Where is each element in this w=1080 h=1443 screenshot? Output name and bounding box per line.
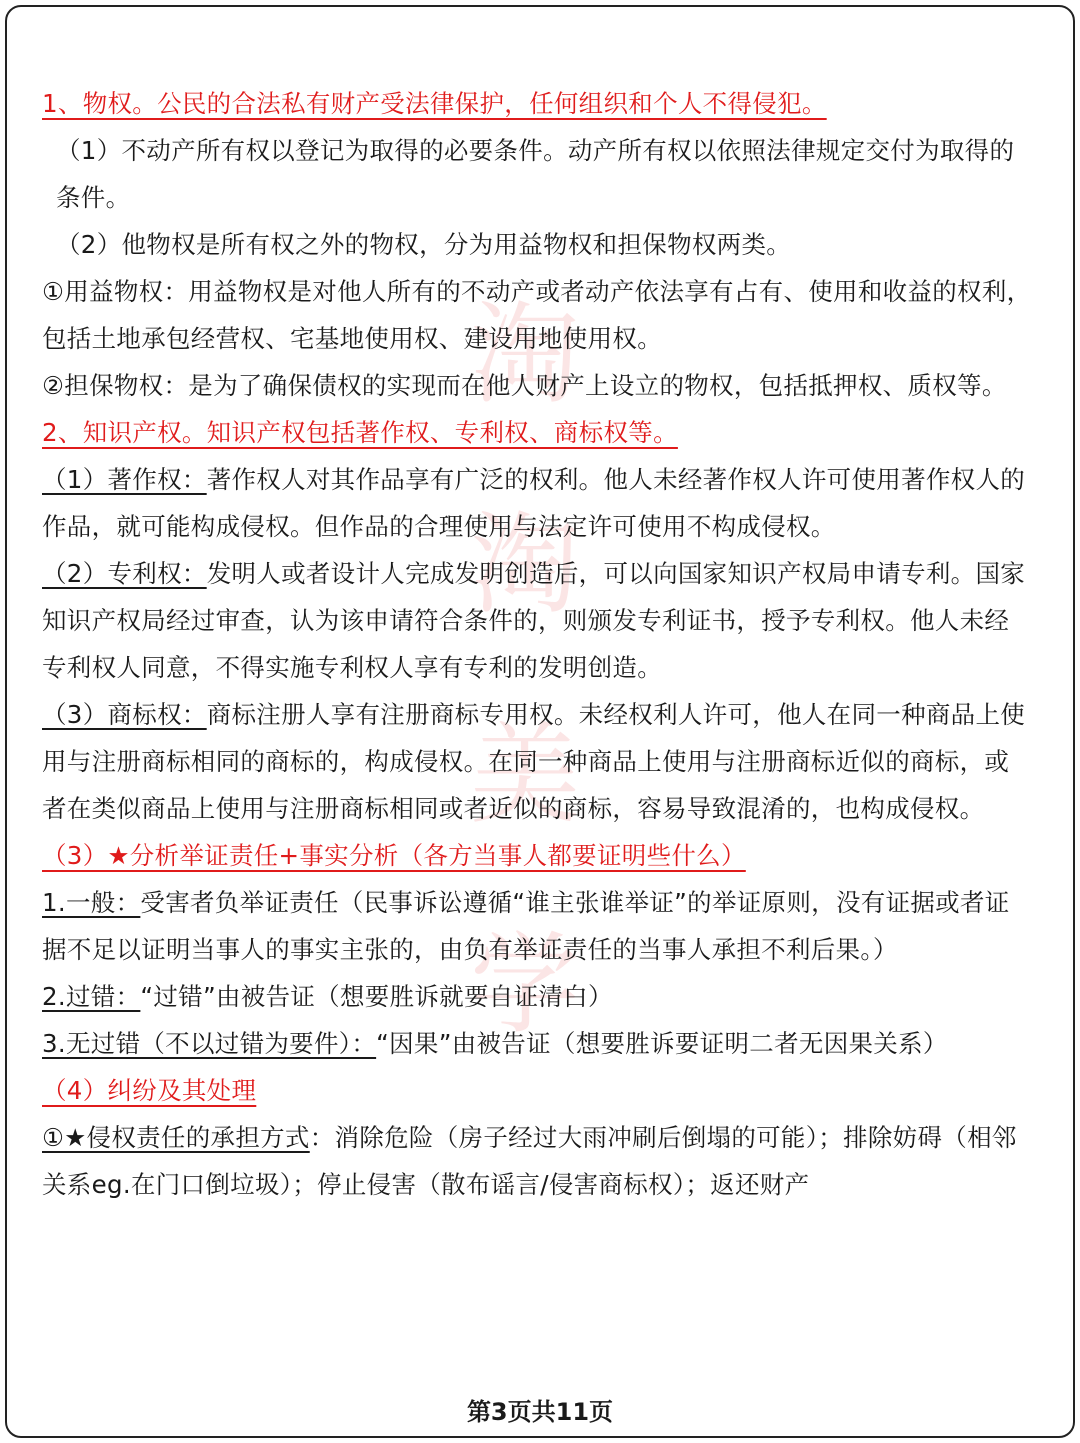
item-text: ：消除危险（房子经过大雨冲刷后倒塌的可能）；排除妨碍（相邻关系eg.在门口倒垃圾）；停止侵害（散布谣言/侵害商标权）；返还财产 (42, 1123, 1017, 1199)
item-label: 1.一般： (42, 888, 141, 917)
item-text: 著作权人对其作品享有广泛的权利。他人未经著作权人许可使用著作权人的作品，就可能构成侵权。但作品的合理使用与法定许可使用不构成侵权。 (42, 465, 1026, 541)
paragraph: ①用益物权：用益物权是对他人所有的不动产或者动产依法享有占有、使用和收益的权利，包括土地承包经营权、宅基地使用权、建设用地使用权。 (42, 277, 1032, 353)
paragraph: （1）不动产所有权以登记为取得的必要条件。动产所有权以依照法律规定交付为取得的条件。 (56, 136, 1015, 212)
document-body (42, 80, 1032, 1208)
section-1-heading-text: 1、物权。公民的合法私有财产受法律保护，任何组织和个人不得侵犯。 (42, 89, 827, 118)
item-text: 受害者负举证责任（民事诉讼遵循“谁主张谁举证”的举证原则，没有证据或者证据不足以证明当事人的事实主张的，由负有举证责任的当事人承担不利后果。） (42, 888, 1010, 964)
item-label: （2）专利权： (42, 559, 207, 588)
item-text: 商标注册人享有注册商标专用权。未经权利人许可，他人在同一种商品上使用与注册商标相同的商标的，构成侵权。在同一种商品上使用与注册商标近似的商标，或者在类似商品上使用与注册商标相同或者近似的商标，容易导致混淆的，也构成侵权。 (42, 700, 1026, 823)
section-4-heading (42, 1067, 1032, 1114)
item-text: “过错”由被告证（想要胜诉就要自证清白） (140, 982, 613, 1011)
section-1-heading (42, 80, 1032, 127)
item-label: （3）商标权： (42, 700, 207, 729)
item-label: （1）著作权： (42, 465, 207, 494)
list-item (42, 550, 1032, 691)
item-label: 3.无过错（不以过错为要件）： (42, 1029, 377, 1058)
watermark-char: 美 (470, 711, 580, 839)
page-number: 第3页共11页 (466, 1398, 614, 1426)
list-item (42, 879, 1032, 973)
section-2-heading-text: 2、知识产权。知识产权包括著作权、专利权、商标权等。 (42, 418, 678, 447)
section-4-heading-text: （4）纠纷及其处理 (42, 1076, 257, 1105)
section-2-heading (42, 409, 1032, 456)
list-item (42, 973, 1032, 1020)
paragraph: ②担保物权：是为了确保债权的实现而在他人财产上设立的物权，包括抵押权、质权等。 (42, 371, 1007, 400)
item-text: 发明人或者设计人完成发明创造后，可以向国家知识产权局申请专利。国家知识产权局经过审查，认为该申请符合条件的，则颁发专利证书，授予专利权。他人未经专利权人同意，不得实施专利权人享有专利的发明创造。 (42, 559, 1026, 682)
list-item (42, 1020, 1032, 1067)
watermark-char: 淘 (470, 501, 580, 629)
watermark-char: 学 (470, 921, 580, 1049)
paragraph: （2）他物权是所有权之外的物权，分为用益物权和担保物权两类。 (56, 230, 792, 259)
section-3-heading (42, 832, 1032, 879)
watermark-char: 淘 (470, 291, 580, 419)
list-item (42, 691, 1032, 832)
item-text: “因果”由被告证（想要胜诉要证明二者无因果关系） (376, 1029, 948, 1058)
list-item (42, 456, 1032, 550)
section-3-heading-text: （3）★分析举证责任+事实分析（各方当事人都要证明些什么） (42, 841, 746, 870)
item-label: 2.过错： (42, 982, 141, 1011)
list-item (42, 1114, 1032, 1208)
item-label: ①★侵权责任的承担方式 (42, 1123, 310, 1152)
